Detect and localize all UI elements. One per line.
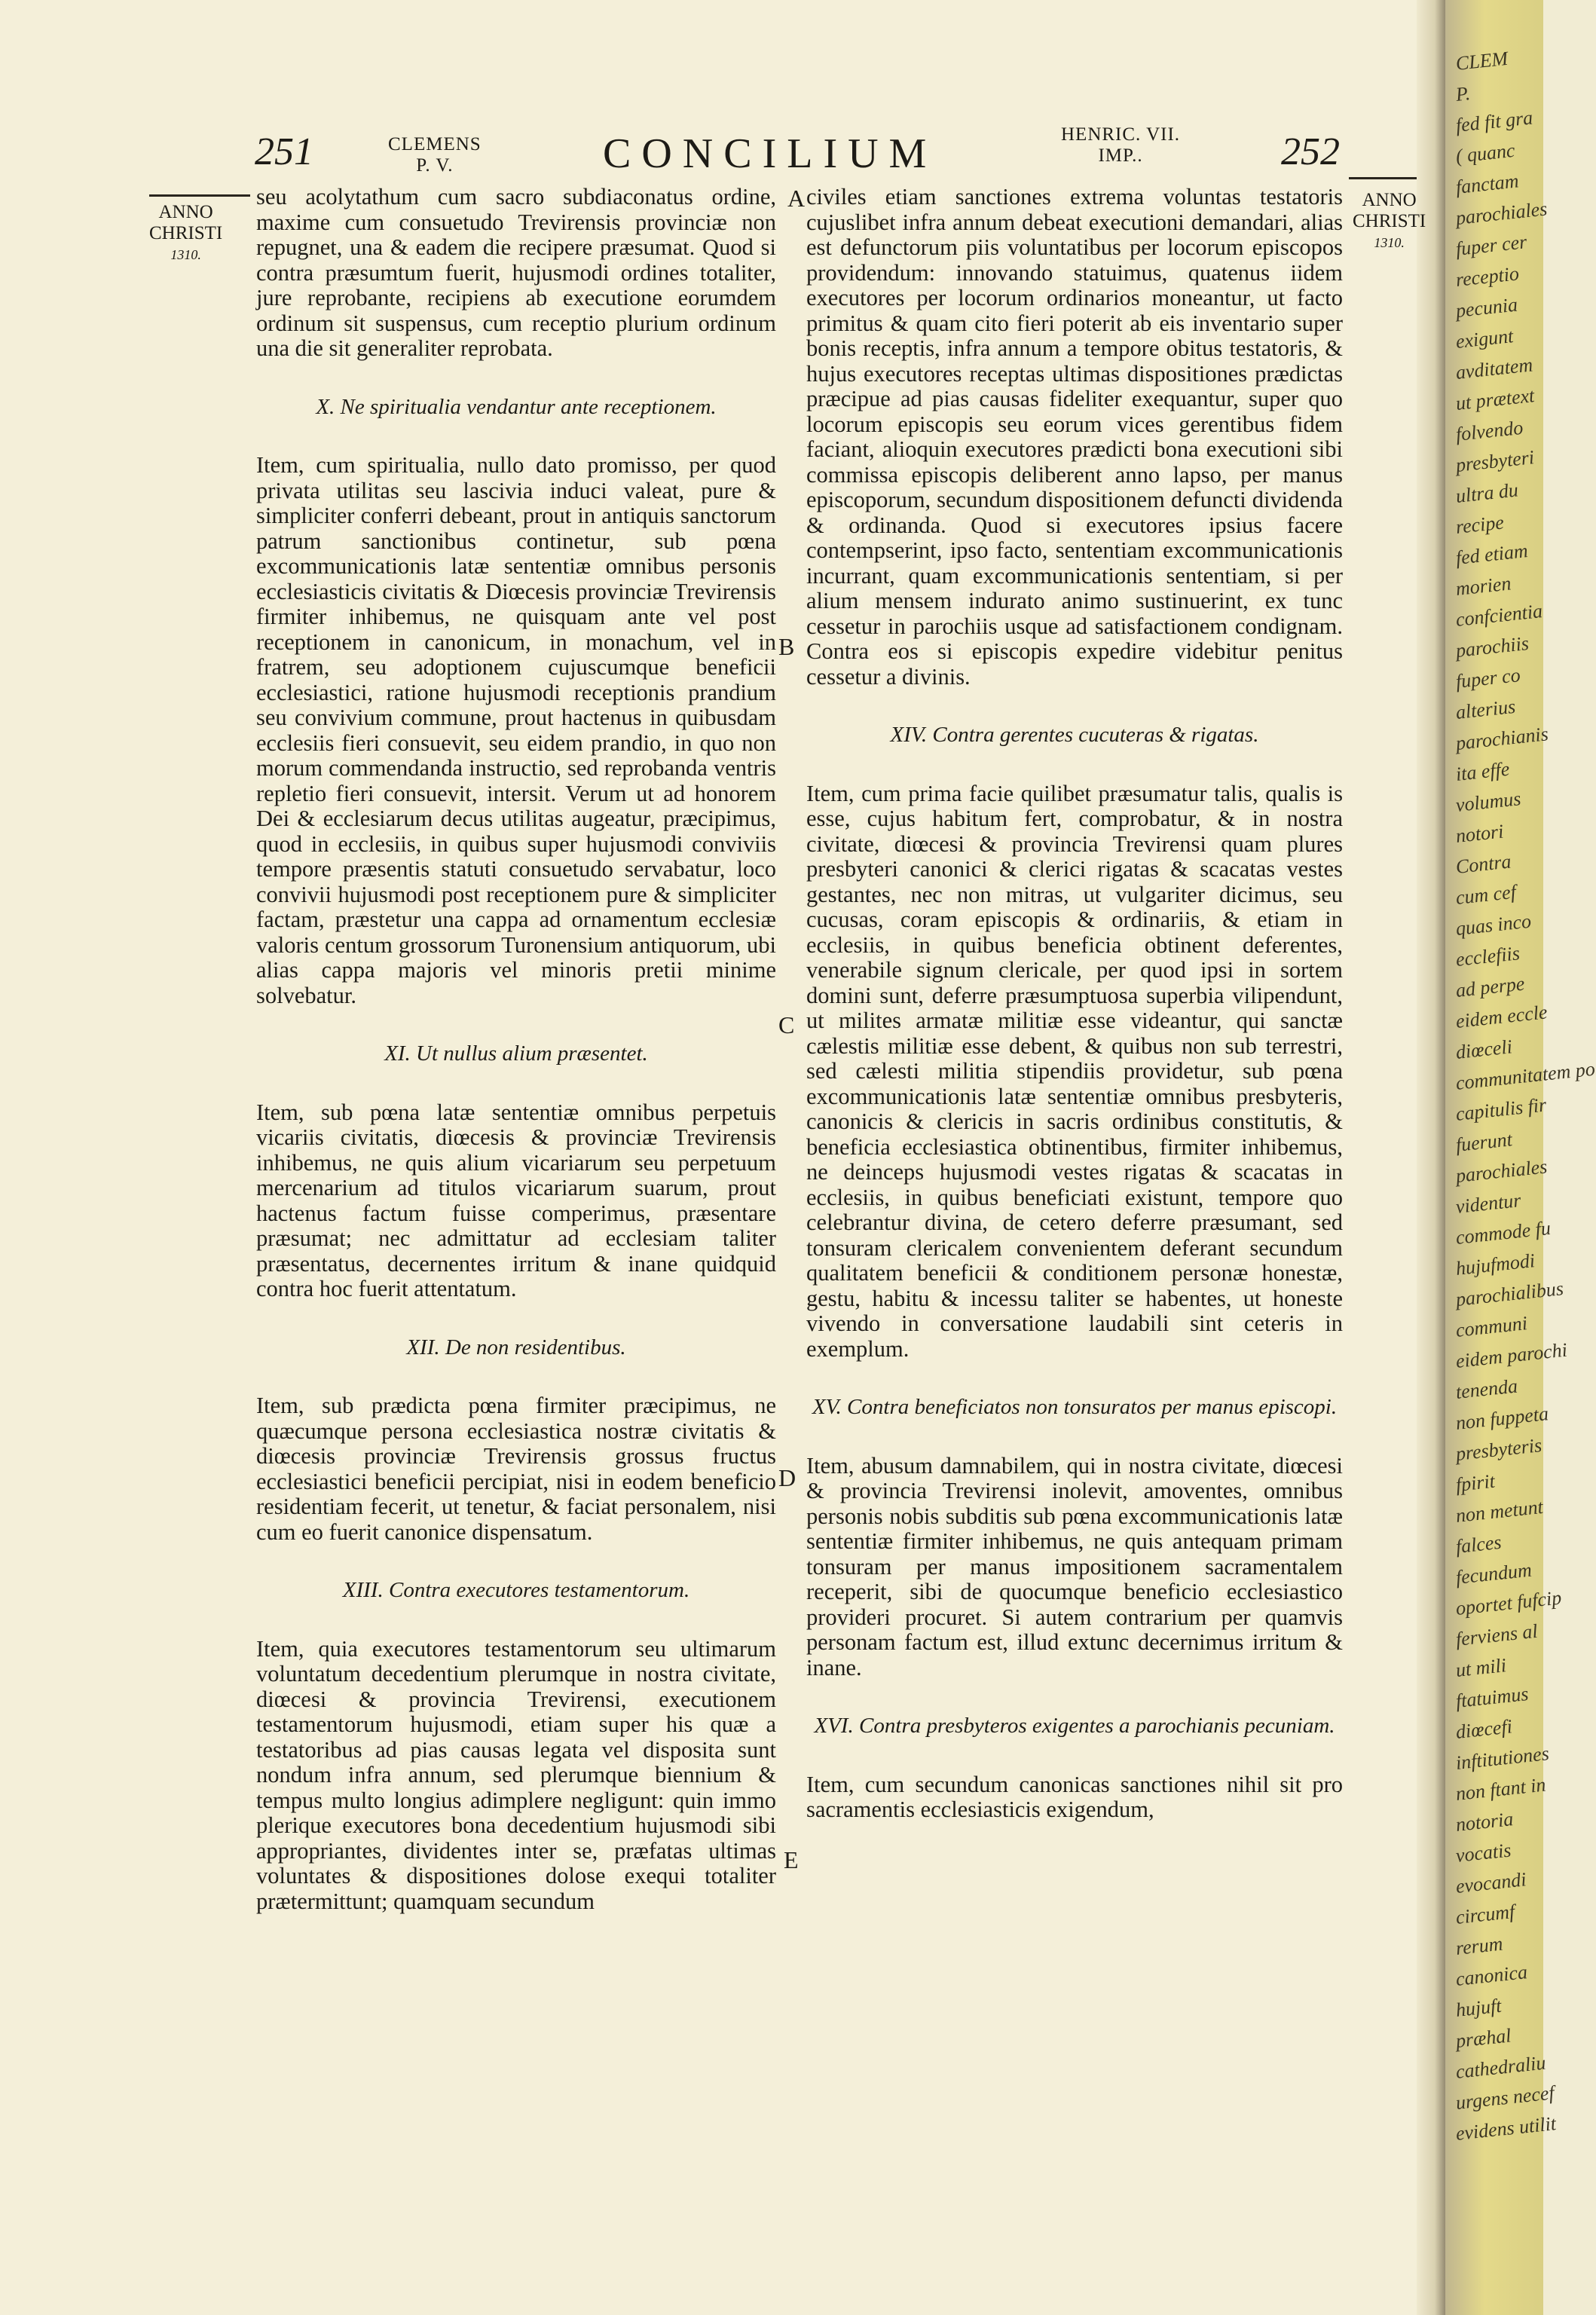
adjacent-page-edge [1445,0,1596,2315]
adjacent-page-fragment: ferviens al [1454,1619,1539,1650]
adjacent-page-fragment: hujufmodi [1454,1249,1536,1280]
adjacent-page-fragment: circumf [1454,1900,1516,1928]
adjacent-page-fragment: ( quanc [1454,139,1516,167]
left-column-paragraph: Item, cum spiritualia, nullo dato promisso, per quod privata utilitas seu lascivia induci valeat, pure & simpliciter conferri debeant, prout in antiquis sanctorum patrum sanctionibus continetur, sub pœna excommunicationis latæ sententiæ omnibus personis ecclesiasticis civitatis & Diœcesis provinciæ Trevirensis firmiter inhibemus, ne quisquam ante vel post receptionem in canonicum, in monachum, vel in fratrem, seu adoptionem cujuscumque beneficii ecclesiastici, ratione hujusmodi receptionis prandium seu convivium commune, prout hactenus in quibusdam ecclesiis fieri consuevit, seu eidem prandio, in quo non morum commendanda instructio, sed reprobanda ventris repletio fieri consuevit, intersit. Verum ut ad honorem Dei & ecclesiarum decus utilitas augeatur, præcipimus, quod in ecclesiis, in quibus super hujusmodi conviviis tempore præsentis statuti consuetudo servabatur, loco convivii hujusmodi post receptionem pure & simpliciter factam, præstetur una cappa ad ornamentum ecclesiæ valoris centum grossorum Turonensium antiquorum, ubi alias cappa majoris vel minoris pretii minime solvebatur. [256,452,776,1008]
adjacent-page-fragment: parochialibus [1454,1277,1565,1310]
adjacent-page-fragment: canonica [1454,1961,1529,1990]
page-title: CONCILIUM [603,130,937,177]
adjacent-page-fragment: videntur [1454,1189,1522,1218]
right-column-paragraph: Item, abusum damnabilem, qui in nostra civitate, diœcesi & provincia Trevirensi inolevit, amoventes, omnibus personis nobis subditis sub pœna excommunicationis latæ sententiæ firmiter inhibemus, ne quis antequam primam tonsuram per manus impositionem sacramentalem receperit, sibi de quocumque beneficio ecclesiastico provideri procuret. Si autem contrarium per quamvis personam factum est, illud extunc decernimus irritum & inane. [806,1452,1343,1680]
section-letter-d: D [778,1464,796,1491]
year-note-left-line3: 1310. [170,247,201,262]
running-head-clemens-line2: P. V. [416,155,454,176]
adjacent-page-fragment: cathedraliu [1454,2051,1547,2083]
adjacent-page-fragment: diœceli [1454,1035,1514,1063]
section-letter-a: A [787,185,806,212]
page-number-right: 252 [1281,130,1340,173]
adjacent-page-fragment: eidem parochi [1454,1338,1569,1372]
adjacent-page-fragment: fpirit [1454,1469,1497,1496]
left-column-heading: XII. De non residentibus. [406,1335,626,1359]
adjacent-page-fragment: parochiales [1454,1155,1549,1187]
running-head-clemens [388,134,482,176]
adjacent-page-fragment: non ftant in [1454,1773,1547,1805]
section-letter-e: E [784,1846,799,1873]
left-column-heading: XI. Ut nullus alium præsentet. [384,1041,648,1066]
margin-rule-right [1349,177,1417,179]
right-column-heading: XIV. Contra gerentes cucuteras & rigatas. [890,723,1259,747]
adjacent-page-fragment: volumus [1454,787,1522,816]
adjacent-page-fragment: hujuft [1454,1994,1503,2021]
adjacent-page-fragment: rerum [1454,1932,1504,1959]
adjacent-page-fragment: cum cef [1454,880,1518,909]
adjacent-page-fragment: fed fit gra [1454,106,1534,136]
left-column-paragraph: Item, quia executores testamentorum seu ultimarum voluntatum decedentium plerumque in nostra civitate, diœcesi & provincia Trevirensi, executionem testamentorum hujusmodi, etiam super his quæ a testatoribus ad pias causas legata vel disposita sunt nondum infra annum, sed plerumque biennium & tempus multo longius adimplere negligunt: quin immo plerique executores bona decedentium hujusmodi sibi appropriantes, dividentes inter se, præfatas ultimas voluntates & dispositiones dolose exequi totaliter prætermittunt; quamquam secundum [256,1635,776,1914]
year-note-right [1353,190,1426,253]
adjacent-page-fragment: non metunt [1454,1495,1545,1527]
adjacent-page-fragment: avditatem [1454,353,1534,384]
adjacent-page-fragment: CLEM [1454,47,1509,75]
adjacent-page-fragment: fed etiam [1454,540,1529,569]
right-column [806,185,1343,1823]
adjacent-page-fragment: fuper co [1454,664,1521,693]
adjacent-page-fragment: ut mili [1454,1654,1508,1681]
adjacent-page-fragment: ecclefiis [1454,942,1521,971]
year-note-left-line1: ANNO [158,202,213,222]
book-gutter [1417,0,1447,2315]
right-column-heading: XVI. Contra presbyteros exigentes a parochianis pecuniam. [814,1714,1335,1738]
adjacent-page-fragment: ad perpe [1454,972,1526,1002]
adjacent-page-fragment: eidem eccle [1454,1001,1549,1032]
adjacent-page-fragment: capitulis fir [1454,1093,1548,1125]
adjacent-page-fragment: P. [1454,82,1472,106]
adjacent-page-fragment: parochiales [1454,197,1549,229]
adjacent-page-fragment: ftatuimus [1454,1682,1530,1712]
right-column-paragraph: civiles etiam sanctiones extrema voluntas testatoris cujuslibet infra annum debeat executioni demandari, alias est defunctorum piis voluntatibus per locorum episcopos providendum: innovando statuimus, quatenus iidem executores per locorum ordinarios moneantur, ut facto primitus & quam cito fieri poterit ab eis inventario super bonis receptis, infra annum a tempore obitus testatoris, & hujus executores receptas ultimas dispositiones prædictas præcipue ad pias causas fideliter exequantur, super quo locorum episcopis seu eorum vices gerentibus fidem faciant, alioquin executores prædicti bona executioni sibi commissa episcopis deliberent anno lapso, per manus episcoporum, secundum dispositionem defuncti dividenda & ordinanda. Quod si executores ipsius facere contempserint, ipso facto, sententiam excommunicationis incurrant, quam excommunicationis sententiam, si per alium mensem indurato animo sustinuerint, ex tunc cessetur in parochiis usque ad satisfactionem condignam. Contra eos si episcopis expedire videbitur penitus cessetur a divinis. [806,184,1343,690]
adjacent-page-fragment: morien [1454,572,1512,600]
right-column-paragraph: Item, cum secundum canonicas sanctiones nihil sit pro sacramentis ecclesiasticis exigendum, [806,1771,1343,1822]
adjacent-page-fragment: receptio [1454,262,1521,291]
left-column-heading: X. Ne spiritualia vendantur ante receptionem. [316,394,717,419]
right-column-heading: XV. Contra beneficiatos non tonsuratos per manus episcopi. [812,1395,1338,1419]
year-note-right-line2: CHRISTI [1353,211,1426,231]
adjacent-page-fragment: presbyteris [1454,1434,1543,1465]
adjacent-page-fragment: evidens utilit [1454,2112,1558,2145]
adjacent-page-fragment: inftitutiones [1454,1742,1551,1774]
left-column-paragraph: seu acolytathum cum sacro subdiaconatus ordine, maxime cum consuetudo Trevirensis provinciæ non repugnet, una & eadem die recipere præsumat. Quod si contra præsumtum fuerit, hujusmodi ordines totaliter, jure reprobante, recipiens ab executione eorumdem ordinum sit suspensus, cum receptio plurium ordinum una die sit generaliter reprobata. [256,184,776,361]
year-note-right-line3: 1310. [1374,235,1405,250]
running-head-henric-line1: HENRIC. VII. [1061,124,1181,145]
adjacent-page-fragment: ita effe [1454,757,1511,785]
page-number-left: 251 [255,130,313,173]
adjacent-page-fragment: vocatis [1454,1839,1512,1867]
adjacent-page-fragment: communi [1454,1312,1529,1341]
adjacent-page-fragment: alterius [1454,695,1517,723]
left-column-paragraph: Item, sub prædicta pœna firmiter præcipimus, ne quæcumque persona ecclesiastica nostræ civitatis & diœcesis provinciæ Trevirensis grossus fructus ecclesiastici beneficii percipiat, nisi in eodem beneficio residentiam fecerit, ut tenetur, & faciat personalem, nisi cum eo fuerit canonice dispensatum. [256,1393,776,1545]
adjacent-page-fragment: commode fu [1454,1216,1552,1249]
year-note-left [149,202,222,265]
running-head-henric-line2: IMP.. [1098,145,1143,166]
year-note-left-line2: CHRISTI [149,223,223,243]
adjacent-page-fragment: quas inco [1454,910,1533,940]
adjacent-page-fragment: fuerunt [1454,1128,1514,1156]
adjacent-page-fragment: fanctam [1454,170,1520,198]
adjacent-page-fragment: Contra [1454,850,1512,878]
adjacent-page-fragment: notori [1454,820,1505,847]
adjacent-page-fragment: parochianis [1454,723,1550,754]
adjacent-page-fragment: folvendo [1454,416,1524,445]
left-column [256,185,776,1914]
right-column-paragraph: Item, cum prima facie quilibet præsumatur talis, qualis is esse, cujus habitum fert, comprobatur, & in nostra civitate, diœcesi & provincia Trevirensi quam plures presbyteri canonici & clerici rigatas & scacatas vestes gestantes, nec non mitras, ut vulgariter dicimus, seu cucusas, coram episcopis & ordinariis, & etiam in ecclesiis, in quibus beneficia obtinent deferentes, venerabile signum clericale, per quod ipsi in sortem domini sunt, deferre præsumptuosa superbia vilipendunt, ut milites armatæ militiæ esse videantur, qui sanctæ cælestis militiæ esse debent, & quibus non sub terrestri, sed cælesti militia stipendiis providetur, sub pœna excommunicationis latæ sententiæ omnibus presbyteris, canonicis & clericis in sacris ordinibus constitutis, & beneficia ecclesiastica obtinentibus, firmiter inhibemus, ne deinceps hujusmodi vestes rigatas & scacatas in ecclesiis, in quibus beneficiati existunt, tempore quo celebrantur divina, de cetero deferre præsumant, sed tonsuram clericalem convenientem deferant secundum qualitatem beneficii & conditionem personæ honestæ, gestu, habitu & incessu taliter se habentes, ut honeste vivendo in conversatione laudabili sint ceteris in exemplum. [806,780,1343,1362]
adjacent-page-fragment: pecunia [1454,293,1519,322]
section-letter-c: C [778,1011,795,1038]
left-column-heading: XIII. Contra executores testamentorum. [342,1578,690,1602]
adjacent-page-fragment: ultra du [1454,479,1520,507]
section-letter-b: B [778,633,795,660]
adjacent-page-fragment: presbyteri [1454,446,1536,476]
adjacent-page-fragment: notoria [1454,1808,1515,1836]
adjacent-page-fragment: exigunt [1454,325,1515,353]
adjacent-page-fragment: præhal [1454,2024,1512,2052]
adjacent-page-fragment: fuper cer [1454,231,1528,260]
margin-rule-left [149,194,250,197]
running-head-clemens-line1: CLEMENS [388,134,482,154]
adjacent-page-fragment: recipe [1454,511,1506,538]
left-column-paragraph: Item, sub pœna latæ sententiæ omnibus perpetuis vicariis civitatis, diœcesis & provinciæ Trevirensis inhibemus, ne quis alium vicariarum seu perpetuum mercenarium ad titulos vicariarum suarum, prout hactenus factum fuisse comperimus, præsentare præsumat; nec admittatur ad ecclesiam taliter præsentatus, decernentes irritum & inane quidquid contra hoc fuerit attentatum. [256,1099,776,1301]
year-note-right-line1: ANNO [1362,190,1417,210]
adjacent-page-fragment: diœcefi [1454,1715,1514,1743]
adjacent-page-fragment: oportet fufcip [1454,1586,1563,1619]
adjacent-page-fragment: confcientia [1454,600,1544,631]
adjacent-page-fragment: falces [1454,1531,1503,1558]
adjacent-page-fragment: fecundum [1454,1558,1533,1589]
adjacent-page-fragment: non fuppeta [1454,1402,1550,1434]
adjacent-page-fragment: parochiis [1454,632,1530,662]
adjacent-page-fragment: urgens necef [1454,2081,1555,2114]
adjacent-page-fragment: tenenda [1454,1375,1519,1403]
adjacent-page-fragment: communitatem po [1454,1057,1596,1094]
running-head-henric [1061,124,1180,167]
adjacent-page-fragment: ut prætext [1454,384,1536,414]
adjacent-page-fragment: evocandi [1454,1868,1527,1898]
